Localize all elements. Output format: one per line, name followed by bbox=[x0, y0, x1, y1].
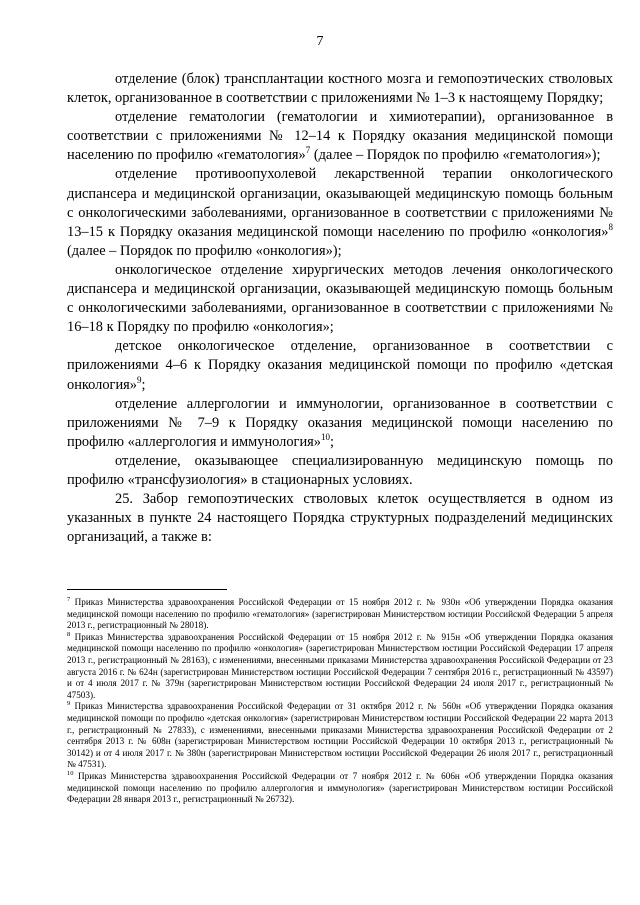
paragraph-text: детское онкологическое отделение, организованное в соответствии с приложениями 4–6 к Порядку оказания медицинской помощи по профилю «детская онкология» bbox=[67, 338, 613, 393]
paragraph bbox=[67, 452, 613, 490]
footnote-text: Приказ Министерства здравоохранения Российской Федерации от 15 ноября 2012 г. № 915н «Об утверждении Порядка оказания медицинской помощи населению по профилю «онкология» (зарегистрирован Министерством юстиции Российской Федерации 17 апреля 2013 г., регистрационный № 28163), с изменениями, внесенными приказами Министерства здравоохранения Российской Федерации от 23 августа 2016 г. № 624н (зарегистрирован Министерством юстиции Российской Федерации 7 сентября 2016 г., регистрационный № 43597) и от 4 июля 2017 г. № 379н (зарегистрирован Министерством юстиции Российской Федерации 24 июля 2017 г., регистрационный № 47503). bbox=[67, 631, 613, 700]
paragraph bbox=[67, 70, 613, 108]
footnote-ref: 7 bbox=[305, 145, 311, 156]
paragraph bbox=[67, 337, 613, 394]
footnote bbox=[67, 632, 613, 702]
paragraph-tail: (далее – Порядок по профилю «онкология»); bbox=[67, 242, 342, 259]
footnote-mark: 10 bbox=[67, 769, 74, 777]
footnote-ref: 8 bbox=[608, 221, 613, 232]
paragraph bbox=[67, 395, 613, 452]
footnote-text: Приказ Министерства здравоохранения Российской Федерации от 31 октября 2012 г. № 560н «Об утверждении Порядка оказания медицинской помощи по профилю «детская онкология» (зарегистрирован Министерством юстиции Российской Федерации 22 марта 2013 г., регистрационный № 27833), с изменениями, внесенными приказами Министерства здравоохранения Российской Федерации от 2 сентября 2013 г. № 608н (зарегистрирован Министерством юстиции Российской Федерации 10 октября 2013 г., регистрационный № 30142) и от 4 июля 2017 г. № 380н (зарегистрирован Министерством юстиции Российской Федерации 26 июля 2017 г., регистрационный № 47531). bbox=[67, 701, 613, 770]
paragraph bbox=[67, 261, 613, 337]
footnote-text: Приказ Министерства здравоохранения Российской Федерации от 15 ноября 2012 г. № 930н «Об утверждении Порядка оказания медицинской помощи населению по профилю «гематология» (зарегистрирован Министерством юстиции Российской Федерации 5 апреля 2013 г., регистрационный № 28018). bbox=[67, 597, 613, 631]
footnote-text: Приказ Министерства здравоохранения Российской Федерации от 7 ноября 2012 г. № 606н «Об утверждении Порядка оказания медицинской помощи населению по профилю аллергология и иммунология» (зарегистрирован Министерством юстиции Российской Федерации 28 января 2013 г., регистрационный № 26732). bbox=[67, 770, 613, 805]
paragraph-tail: (далее – Порядок по профилю «гематология»); bbox=[310, 147, 601, 164]
footnotes bbox=[67, 597, 613, 806]
footnote-ref: 9 bbox=[136, 374, 142, 385]
paragraph-text: отделение, оказывающее специализированную медицинскую помощь по профилю «трансфузиология» в стационарных условиях. bbox=[67, 452, 613, 488]
footnote-ref: 10 bbox=[320, 431, 330, 442]
footnote-separator bbox=[67, 589, 227, 590]
paragraph bbox=[67, 165, 613, 260]
footnote-mark: 8 bbox=[67, 630, 71, 638]
footnote bbox=[67, 701, 613, 771]
page-number: 7 bbox=[316, 34, 324, 49]
footnote bbox=[67, 597, 613, 632]
paragraph-text: отделение противоопухолевой лекарственной терапии онкологического диспансера и медицинской организации, оказывающей медицинскую помощь больным с онкологическими заболеваниями, организованное в соответствии с приложениями № 13–15 к Порядку оказания медицинской помощи населению по профилю «онкология» bbox=[67, 166, 613, 240]
paragraph-tail: ; bbox=[141, 376, 146, 393]
paragraph bbox=[67, 490, 613, 547]
paragraph-text: онкологическое отделение хирургических методов лечения онкологического диспансера и медицинской организации, оказывающей медицинскую помощь больным с онкологическими заболеваниями, организованное в соответствии с приложениями № 16–18 к Порядку по профилю «онкология»; bbox=[67, 261, 613, 336]
paragraph bbox=[67, 108, 613, 165]
footnote-mark: 9 bbox=[67, 700, 71, 708]
footnote bbox=[67, 771, 613, 806]
paragraph-text: отделение аллергологии и иммунологии, организованное в соответствии с приложениями № 7–9 к Порядку оказания медицинской помощи населению по профилю «аллергология и иммунология» bbox=[67, 395, 613, 450]
paragraph-text: отделение гематологии (гематологии и химиотерапии), организованное в соответствии с приложениями № 12–14 к Порядку оказания медицинской помощи населению по профилю «гематология» bbox=[67, 109, 613, 164]
body-text bbox=[67, 70, 613, 547]
paragraph-text: отделение (блок) трансплантации костного мозга и гемопоэтических стволовых клеток, организованное в соответствии с приложениями № 1–3 к настоящему Порядку; bbox=[67, 71, 613, 107]
paragraph-text: 25. Забор гемопоэтических стволовых клеток осуществляется в одном из указанных в пункте 24 настоящего Порядка структурных подразделений медицинских организаций, а также в: bbox=[67, 491, 613, 546]
paragraph-tail: ; bbox=[329, 433, 334, 450]
footnote-mark: 7 bbox=[67, 595, 71, 603]
